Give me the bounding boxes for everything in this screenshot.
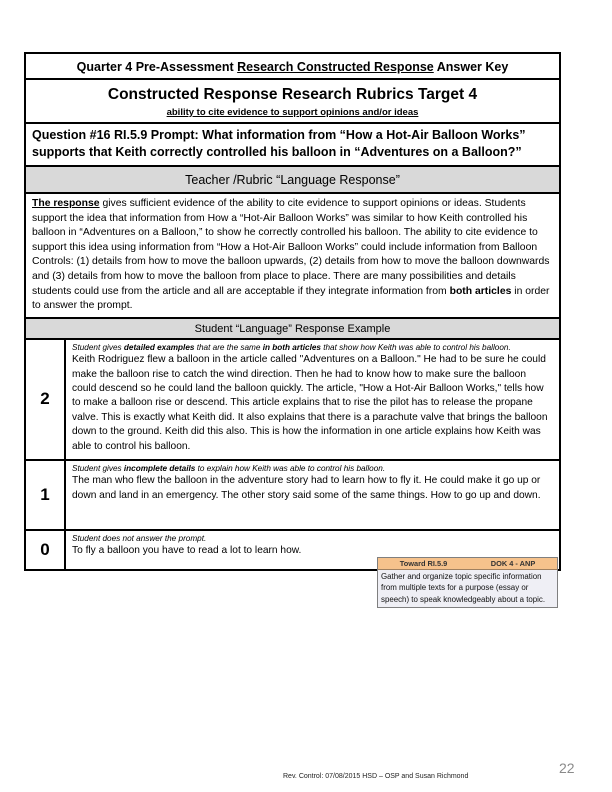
score-row-1 [26,461,559,531]
score-content [66,340,559,459]
score-value: 2 [26,340,66,459]
question-prompt: Question #16 RI.5.9 Prompt: What information from “How a Hot-Air Balloon Works” supports that Keith correctly controlled his balloon in “Adventures on a Balloon?” [26,124,559,167]
target-heading: Constructed Response Research Rubrics Target 4 [107,86,478,103]
rubric-description [26,194,559,319]
score-content [66,461,559,529]
rubric-bold-phrase: both articles [449,285,512,297]
dok-level: DOK 4 - ANP [490,559,536,568]
answer-key-table [24,52,561,571]
student-response: Keith Rodriguez flew a balloon in the article called "Adventures on a Balloon." He had to be sure he could make the balloon rise to catch the wind direction. Then he had to know how to make sure the balloon could descend so he could land the balloon quickly. The article, "How a Hot-Air Balloon Works," tells how to make a balloon rise or descend. This article explains that to rise the pilot has to release the propane valve. This is exactly what Keith did. It also explains that there is a parachute valve that brings the balloon down to the ground. Keith did this also. This is how the information in one article explains how Keith was able to control his balloon. [72,354,548,452]
student-response: To fly a balloon you have to read a lot to learn how. [72,545,302,557]
rubric-lead: The response [32,198,100,209]
rubric-band: Teacher /Rubric “Language Response” [26,167,559,194]
title-prefix: Quarter 4 Pre-Assessment [76,60,238,74]
target-subheading: ability to cite evidence to support opinions and/or ideas [166,107,419,118]
document-title [26,54,559,80]
title-suffix: Answer Key [433,60,509,74]
rubric-tail: in order to answer the prompt. [32,285,550,312]
standard-description: Gather and organize topic specific information from multiple texts for a purpose (essay or speech) to speak knowledgeably about a topic. [381,572,546,604]
standard-code: Toward RI.5.9 [399,559,448,568]
standard-callout [377,557,558,608]
score-row-2 [26,340,559,461]
score-value: 0 [26,531,66,569]
examples-table [26,340,559,569]
target-section [26,80,559,124]
standard-header [378,558,557,570]
score-descriptor: Student gives incomplete details to explain how Keith was able to control his balloon. [72,463,386,473]
page-number: 22 [559,760,575,776]
student-response: The man who flew the balloon in the adventure story had to learn how to fly it. He could make it go up or down and land in an emergency. The other story said some of the same things. How to go up and down. [72,475,541,501]
score-descriptor: Student gives detailed examples that are the same in both articles that show how Keith was able to control his balloon. [72,342,511,352]
title-underlined: Research Constructed Response [237,60,434,74]
score-value: 1 [26,461,66,529]
examples-band: Student “Language” Response Example [26,319,559,340]
rubric-body: gives sufficient evidence of the ability to cite evidence to support opinions or ideas. Students support the idea that information from How a “Hot-Air Balloon Works” was similar to how Keith controlled his balloon in “Adventures on a Balloon,” to show he correctly controlled his balloon. The ability to cite evidence to support this idea using information from “How a Hot-Air Balloon Works” could include information from Balloon Controls: (1) details from how to move the balloon upwards, (2) details from how to move the balloon downwards and (3) details from how to move the balloon from place to place. There are many possibilities and details students could use from the article and all are acceptable if they integrate information from [32,198,550,297]
revision-footer: Rev. Control: 07/08/2015 HSD – OSP and Susan Richmond [283,773,469,780]
score-descriptor: Student does not answer the prompt. [72,533,207,543]
